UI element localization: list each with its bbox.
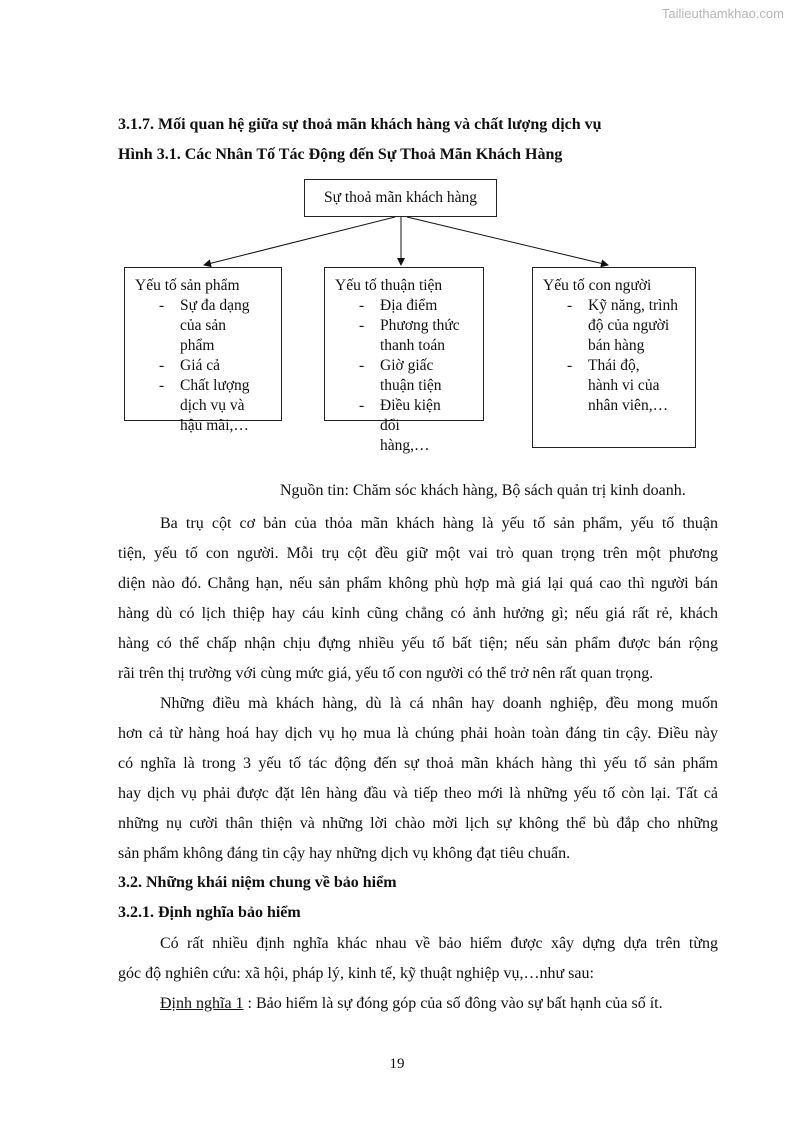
text-line: sản phẩm không đáng tin cậy hay những dịch vụ không đạt tiêu chuẩn. xyxy=(118,845,571,862)
text-line: diện nào đó. Chẳng hạn, nếu sản phẩm không phù hợp mà giá lại quá cao thì người bán xyxy=(118,575,718,592)
paragraph-reliability xyxy=(118,689,718,869)
list-item: - Địa điểm xyxy=(335,296,477,316)
text-line: Những điều mà khách hàng, dù là cá nhân hay doanh nghiệp, đều mong muốn xyxy=(160,695,718,712)
box-convenience-factor xyxy=(324,267,484,454)
list-item: - Sự đa dạng của sản phẩm xyxy=(135,296,250,356)
text-line: những nụ cười thân thiện và những lời chào mời lịch sự không thể bù đắp cho những xyxy=(118,815,718,832)
list-item: - Kỹ năng, trình độ của người bán hàng xyxy=(543,296,678,356)
text-line: hơn cả từ hàng hoá hay dịch vụ họ mua là chúng phải hoàn toàn đáng tin cậy. Điều này xyxy=(118,725,718,742)
arrow-right xyxy=(407,217,608,265)
section-3-2-1-heading: 3.2.1. Định nghĩa bảo hiểm xyxy=(118,904,301,921)
arrow-left xyxy=(204,217,395,265)
list-item: - Phương thức thanh toán xyxy=(335,316,472,356)
paragraph-pillars xyxy=(118,509,718,689)
list-item: - Thái độ, hành vi của nhân viên,… xyxy=(543,356,673,416)
figure-title: Hình 3.1. Các Nhân Tố Tác Động đến Sự Thoả Mãn Khách Hàng xyxy=(118,146,563,163)
box-people-title: Yếu tố con người xyxy=(543,277,652,294)
box-people-list xyxy=(543,296,689,416)
section-heading: 3.1.7. Mối quan hệ giữa sự thoả mãn khách hàng và chất lượng dịch vụ xyxy=(118,116,602,133)
text-line: hay dịch vụ phải được đặt lên hàng đầu và tiếp theo mới là những yếu tố còn lại. Tất cả xyxy=(118,785,718,802)
list-item: - Điều kiện đổi hàng,… xyxy=(335,396,448,456)
box-convenience-list xyxy=(335,296,477,456)
watermark: Tailieuthamkhao.com xyxy=(661,6,784,21)
box-product-factor xyxy=(124,267,282,434)
box-convenience-title: Yếu tố thuận tiện xyxy=(335,277,443,294)
box-product-list xyxy=(135,296,275,436)
paragraph-definitions xyxy=(118,929,718,1019)
list-item: - Chất lượng dịch vụ và hậu mãi,… xyxy=(135,376,250,436)
text-line: tiện, yếu tố con người. Mỗi trụ cột đều giữ một vai trò quan trọng trên một phương xyxy=(118,545,718,562)
top-box-customer-satisfaction xyxy=(304,179,497,217)
definition-1-text: : Bảo hiểm là sự đóng góp của số đông vào sự bất hạnh của số ít. xyxy=(243,995,663,1012)
text-line: Ba trụ cột cơ bản của thỏa mãn khách hàng là yếu tố sản phẩm, yếu tố thuận xyxy=(160,515,718,532)
box-product-title: Yếu tố sản phẩm xyxy=(135,277,240,294)
text-line: hàng có thể chấp nhận chịu đựng nhiều yếu tố bất tiện; nếu sản phẩm được bán rộng xyxy=(118,635,718,652)
figure-source: Nguồn tin: Chăm sóc khách hàng, Bộ sách quản trị kinh doanh. xyxy=(280,482,686,499)
text-line: có nghĩa là trong 3 yếu tố tác động đến sự thoả mãn khách hàng thì yếu tố sản phẩm xyxy=(118,755,718,772)
box-people-factor xyxy=(532,267,696,448)
text-line: hàng dù có lịch thiệp hay cáu kỉnh cũng chẳng có ảnh hưởng gì; nếu giá rất rẻ, khách xyxy=(118,605,718,622)
top-box-label: Sự thoả mãn khách hàng xyxy=(323,189,478,206)
text-line: Có rất nhiều định nghĩa khác nhau về bảo hiểm được xây dựng dựa trên từng xyxy=(160,935,718,952)
definition-1-label: Định nghĩa 1 xyxy=(160,995,244,1012)
section-3-2-heading: 3.2. Những khái niệm chung về bảo hiểm xyxy=(118,874,397,891)
text-line: góc độ nghiên cứu: xã hội, pháp lý, kinh tế, kỹ thuật nghiệp vụ,…như sau: xyxy=(118,965,594,982)
text-line: rãi trên thị trường với cùng mức giá, yếu tố con người có thể trở nên rất quan trọng. xyxy=(118,665,654,682)
page-number: 19 xyxy=(389,1056,405,1072)
list-item: - Giá cả xyxy=(135,356,275,376)
definition-1 xyxy=(118,989,718,1019)
list-item: - Giờ giấc thuận tiện xyxy=(335,356,445,396)
